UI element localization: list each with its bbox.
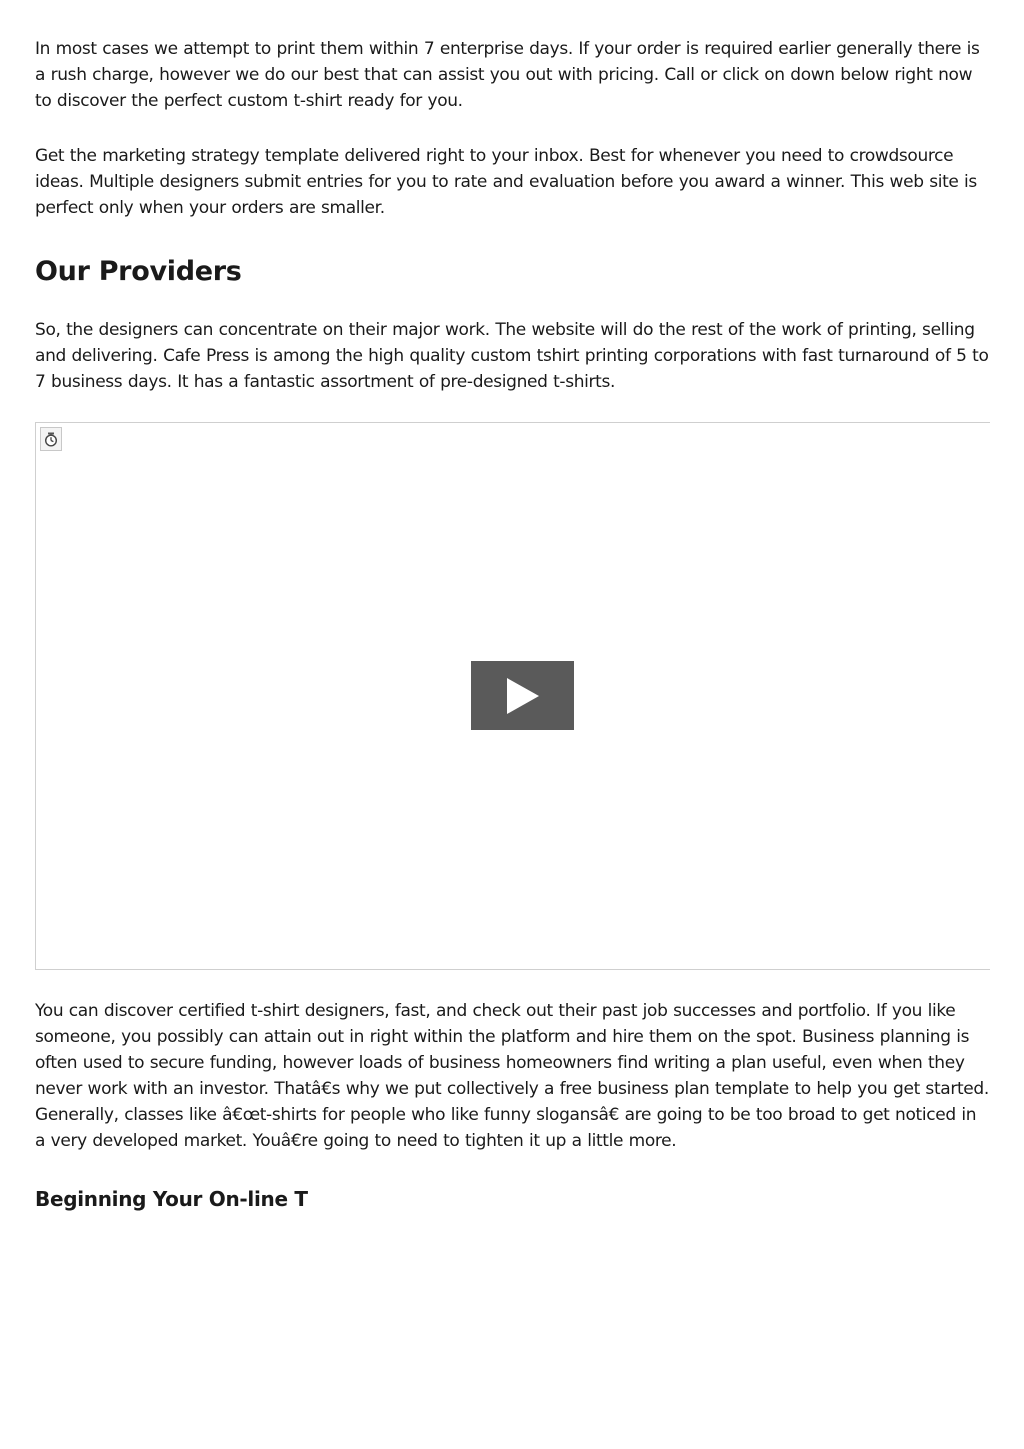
play-button[interactable]	[471, 661, 574, 730]
paragraph-template: Get the marketing strategy template delivered right to your inbox. Best for whenever you need to crowdsource ideas. Multiple designers submit entries for you to rate and evaluation before you award a winner. This web site is perfect only when your orders are smaller.	[35, 146, 977, 218]
paragraph-providers: So, the designers can concentrate on their major work. The website will do the rest of the work of printing, selling and delivering. Cafe Press is among the high quality custom tshirt printing corporations with fast turnaround of 5 to 7 business days. It has a fantastic assortment of pre-designed t-shirts.	[35, 320, 989, 392]
heading-our-providers: Our Providers	[35, 256, 242, 287]
play-icon	[503, 676, 543, 716]
paragraph-intro: In most cases we attempt to print them within 7 enterprise days. If your order is required earlier generally there is a rush charge, however we do our best that can assist you out with pricing. Call or click on down below right now to discover the perfect custom t-shirt ready for you.	[35, 39, 980, 111]
video-embed[interactable]	[35, 422, 990, 970]
clock-icon	[40, 427, 62, 451]
heading-beginning: Beginning Your On-line T	[35, 1187, 308, 1211]
paragraph-designers: You can discover certified t-shirt designers, fast, and check out their past job successes and portfolio. If you like someone, you possibly can attain out in right within the platform and hire them on the spot. Business planning is often used to secure funding, however loads of business homeowners find writing a plan useful, even when they never work with an investor. Thatâ€s why we put collectively a free business plan template to help you get started. Generally, classes like â€œt-shirts for people who like funny slogansâ€ are going to be too broad to get noticed in a very developed market. Youâ€re going to need to tighten it up a little more.	[35, 1001, 989, 1151]
article-content	[35, 36, 990, 1212]
